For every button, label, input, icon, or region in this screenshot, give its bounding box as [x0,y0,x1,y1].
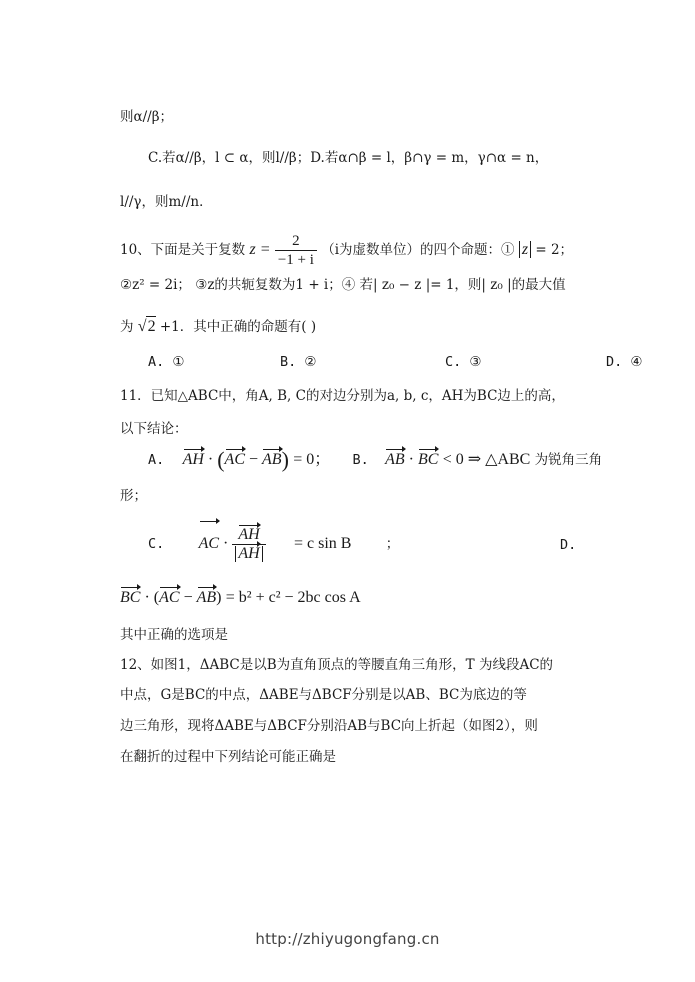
abs-z: z [519,241,531,258]
text-prev-conclusion: 则α//β； [120,109,174,125]
q11-intro: 11．已知△ABC中，角A, B, C的对边分别为a, b, c，AH为BC边上的高， [120,388,565,404]
line-prev-conclusion [120,107,173,127]
q10-option-b: B. ② [280,354,317,370]
q12-text-2: 中点，G是BC的中点，ΔABE与ΔBCF分别是以AB、BC为底边的等 [120,687,527,703]
q11-d-rhs: = b² + c² − 2bc cos A [225,589,361,606]
question-12-line-3 [120,716,538,736]
q10-option-d: D. ④ [606,354,643,370]
question-12-line-2 [120,685,527,705]
vector-ab-d: AB [196,589,217,606]
question-12-line-4 [120,747,336,767]
fraction-numerator: 2 [275,232,317,251]
q11-ask-line [120,625,228,645]
q10-option-a: A. ① [148,354,185,370]
q10-prop-1: = 2； [535,242,574,258]
q12-text-3: 边三角形，现将ΔABE与ΔBCF分别沿AB与BC向上折起（如图2），则 [120,718,538,734]
q11-c-semicolon: ； [385,536,400,552]
question-12-line-1 [120,655,553,675]
q11-b-rhs: < 0 ⇒ △ABC [442,451,531,468]
q11-option-d-line: BC · (AC − AB) = b² + c² − 2bc cos A [120,589,361,606]
q10-ask: +1．其中正确的命题有( ) [159,319,317,335]
vector-ac-c: AC [199,522,219,566]
q11-a-rhs: = 0； [293,451,331,468]
q11-label-c: C. [148,536,165,552]
q11-option-a-line: A. AH · (AC − AB) = 0； B. AB · BC < 0 ⇒ △ABC 为锐角三角 [148,447,603,472]
z-equals: z = [249,241,271,258]
vector-ah: AH [182,451,204,468]
q11-shape-text: 形； [120,488,147,504]
vector-bc-b: BC [417,451,439,468]
vector-ab-b: AB [385,451,405,468]
q11-label-d: D. [560,537,577,553]
text-option-c-d: C.若α//β，l ⊂ α，则l//β；D.若α∩β = l，β∩γ = m，γ∩α = n， [148,150,549,166]
q11-conclusions: 以下结论： [120,421,188,437]
sqrt-expression: √2 [137,318,156,335]
vector-ab: AB [262,451,282,468]
vector-ah-den: AH [238,545,260,562]
fraction-z [275,232,317,269]
q11-shape-line [120,486,147,506]
question-10-line-3 [120,316,316,337]
vector-bc-d: BC [120,589,141,606]
q12-text-1: 12、如图1，ΔABC是以B为直角顶点的等腰直角三角形，T 为线段AC的 [120,657,554,673]
q11-c-rhs: = c sin B [293,535,352,552]
question-11-line-1 [120,386,565,406]
unit-vector-ah [232,526,265,563]
q11-b-text: 为锐角三角 [534,452,603,468]
q10-intro-2: （i为虚数单位）的四个命题：① [321,242,515,258]
q10-option-c: C. ③ [445,354,482,370]
question-10-line-2 [120,275,566,295]
vector-ah-num: AH [238,526,260,543]
line-option-d-tail [120,192,213,212]
q11-label-b: B. [352,452,369,468]
footer-url[interactable]: http://zhiyugongfang.cn [255,930,440,948]
q12-text-4: 在翻折的过程中下列结论可能正确是 [120,749,336,765]
q11-ask-text: 其中正确的选项是 [120,627,228,643]
q10-for: 为 [120,319,134,335]
vector-ac: AC [224,451,245,468]
q10-props-2-4: ②z² = 2i； ③z的共轭复数为1 + i；④ 若| z₀ − z |= 1，则| z₀ |的最大值 [120,277,566,293]
q10-intro: 10、下面是关于复数 [120,242,246,258]
vector-ac-d: AC [159,589,180,606]
q11-option-c-line: C. AC · $\frac{AH}{AH}$ = c sin B ； [148,522,399,566]
text-option-d-tail: l//γ，则m//n． [120,194,213,210]
line-option-c-d [148,148,548,168]
fraction-denominator: −1 + i [277,252,314,268]
question-10-line-1 [120,230,573,270]
sqrt-radicand: 2 [147,318,156,335]
q11-label-a: A. [148,452,165,468]
question-11-line-2 [120,419,188,439]
